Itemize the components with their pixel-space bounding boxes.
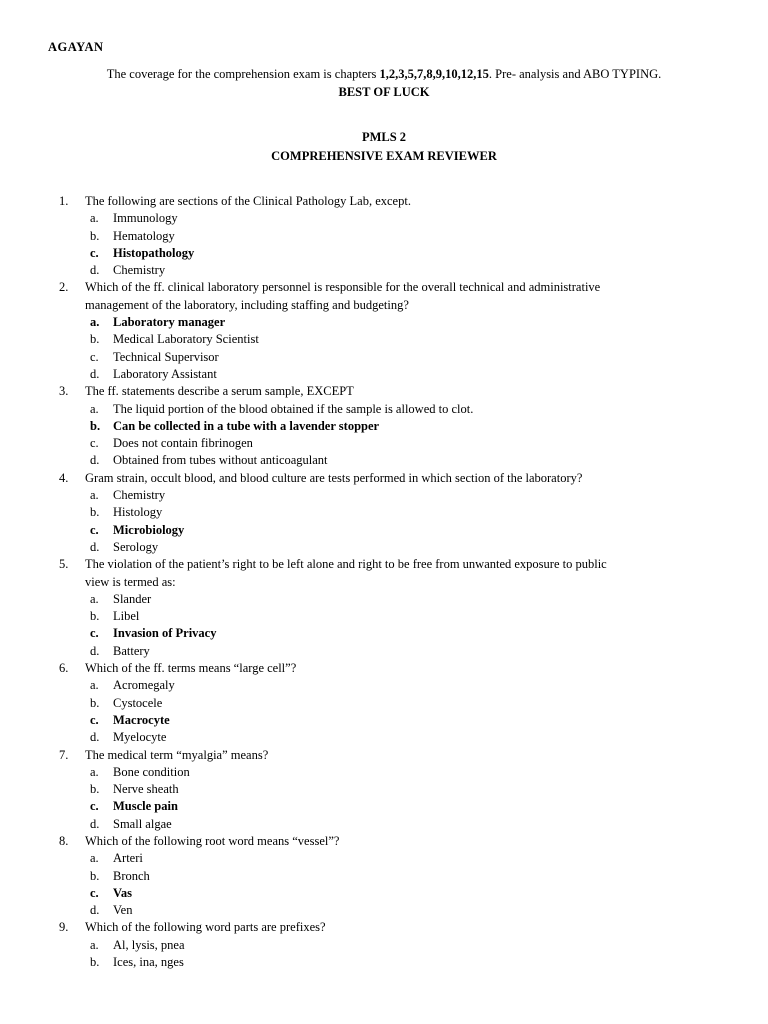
option-text: Macrocyte [113,712,170,727]
question-line [0,279,768,296]
answer-option-correct [0,885,768,902]
answer-option-correct [0,245,768,262]
option-text: Obtained from tubes without anticoagulant [113,453,328,468]
answer-option [0,228,768,245]
option-letter: a. [90,591,99,606]
option-text: Muscle pain [113,799,178,814]
option-letter: b. [90,609,100,624]
answer-option [0,729,768,746]
question-text: Which of the following word parts are prefixes? [85,920,326,935]
question-line [0,747,768,764]
option-text: Bronch [113,868,150,883]
option-text: Histology [113,505,163,520]
option-text: Acromegaly [113,678,175,693]
option-letter: b. [90,868,100,883]
option-text: Chemistry [113,488,166,503]
coverage-suffix: . Pre- analysis and ABO TYPING. [488,67,662,81]
question-item [0,556,768,660]
option-letter: b. [90,332,100,347]
answer-option [0,487,768,504]
option-letter: a. [90,851,99,866]
question-number: 5. [59,557,69,572]
question-number: 4. [59,470,69,485]
reviewer-title: COMPREHENSIVE EXAM REVIEWER [271,149,497,163]
question-item [0,747,768,833]
option-text: Vas [113,885,132,900]
answer-option [0,937,768,954]
answer-option [0,262,768,279]
answer-option [0,764,768,781]
question-number: 9. [59,920,69,935]
option-text: Immunology [113,211,178,226]
answer-option-correct [0,314,768,331]
option-text: The liquid portion of the blood obtained if the sample is allowed to clot. [113,401,474,416]
question-text: Which of the ff. clinical laboratory personnel is responsible for the overall technical and administrative [85,280,601,295]
answer-option [0,954,768,971]
answer-option-correct [0,418,768,435]
question-item [0,383,768,469]
answer-option [0,695,768,712]
answer-option [0,643,768,660]
question-line [0,470,768,487]
option-text: Slander [113,591,152,606]
question-item [0,193,768,279]
question-text: Which of the following root word means “vessel”? [85,833,340,848]
option-letter: c. [90,885,99,900]
option-text: Invasion of Privacy [113,626,217,641]
question-line [0,556,768,573]
option-letter: d. [90,366,100,381]
option-letter: a. [90,315,100,330]
answer-option [0,608,768,625]
option-letter: c. [90,799,99,814]
answer-option [0,401,768,418]
option-text: Ven [113,903,133,918]
option-text: Small algae [113,816,172,831]
option-text: Chemistry [113,263,166,278]
author-name: AGAYAN [48,40,104,54]
question-text: view is termed as: [85,574,176,589]
option-text: Al, lysis, pnea [113,937,185,952]
answer-option [0,435,768,452]
option-letter: d. [90,539,100,554]
option-letter: d. [90,816,100,831]
option-letter: b. [90,228,100,243]
question-number: 6. [59,661,69,676]
option-text: Cystocele [113,695,163,710]
option-letter: d. [90,730,100,745]
option-text: Serology [113,539,159,554]
question-line [0,574,768,591]
question-line [0,833,768,850]
answer-option-correct [0,522,768,539]
option-letter: c. [90,349,99,364]
coverage-chapters: 1,2,3,5,7,8,9,10,12,15 [379,67,489,81]
question-number: 7. [59,747,69,762]
option-letter: c. [90,245,99,260]
question-item [0,833,768,919]
answer-option [0,591,768,608]
option-text: Libel [113,609,140,624]
course-title: PMLS 2 [361,130,407,144]
answer-option [0,850,768,867]
answer-option [0,539,768,556]
question-item [0,660,768,746]
answer-option [0,210,768,227]
question-line [0,193,768,210]
question-item [0,919,768,971]
option-text: Does not contain fibrinogen [113,436,253,451]
option-letter: b. [90,955,100,970]
question-text: Gram strain, occult blood, and blood culture are tests performed in which section of the laboratory? [85,470,583,485]
option-letter: b. [90,418,101,433]
option-letter: d. [90,453,100,468]
option-text: Laboratory Assistant [113,366,217,381]
question-number: 3. [59,384,69,399]
question-line [0,919,768,936]
answer-option [0,781,768,798]
option-letter: a. [90,764,99,779]
question-line [0,383,768,400]
option-text: Laboratory manager [113,315,226,330]
option-text: Nerve sheath [113,782,179,797]
answer-option-correct [0,798,768,815]
answer-option [0,452,768,469]
option-letter: c. [90,626,99,641]
answer-option-correct [0,625,768,642]
option-letter: a. [90,211,99,226]
option-letter: c. [90,522,99,537]
coverage-note [0,67,768,82]
question-text: The medical term “myalgia” means? [85,747,269,762]
question-number: 1. [59,194,69,208]
option-letter: b. [90,782,100,797]
question-text: The following are sections of the Clinical Pathology Lab, except. [85,194,411,208]
answer-option [0,902,768,919]
option-letter: c. [90,712,99,727]
question-list [0,193,768,971]
option-text: Ices, ina, nges [113,955,184,970]
answer-option-correct [0,712,768,729]
option-text: Technical Supervisor [113,349,219,364]
answer-option [0,816,768,833]
option-text: Hematology [113,228,175,243]
question-line [0,297,768,314]
option-text: Bone condition [113,764,190,779]
option-text: Can be collected in a tube with a lavender stopper [113,418,380,433]
question-item [0,279,768,383]
option-text: Arteri [113,851,143,866]
question-text: The ff. statements describe a serum sample, EXCEPT [85,384,354,399]
option-letter: b. [90,695,100,710]
answer-option [0,677,768,694]
answer-option [0,366,768,383]
answer-option [0,504,768,521]
coverage-prefix: The coverage for the comprehension exam is chapters [106,67,380,81]
question-line [0,660,768,677]
question-text: The violation of the patient’s right to be left alone and right to be free from unwanted exposure to public [85,557,607,572]
answer-option [0,868,768,885]
option-text: Myelocyte [113,730,167,745]
option-letter: d. [90,903,100,918]
option-letter: c. [90,436,99,451]
question-number: 8. [59,833,69,848]
option-letter: b. [90,505,100,520]
option-letter: a. [90,678,99,693]
option-letter: a. [90,937,99,952]
option-text: Medical Laboratory Scientist [113,332,259,347]
option-letter: a. [90,488,99,503]
option-letter: a. [90,401,99,416]
option-letter: d. [90,643,100,658]
option-text: Histopathology [113,245,195,260]
question-text: management of the laboratory, including staffing and budgeting? [85,297,409,312]
option-text: Battery [113,643,150,658]
answer-option [0,349,768,366]
question-item [0,470,768,556]
option-text: Microbiology [113,522,185,537]
best-of-luck: BEST OF LUCK [338,85,430,99]
question-text: Which of the ff. terms means “large cell”? [85,661,297,676]
question-number: 2. [59,280,69,295]
answer-option [0,331,768,348]
option-letter: d. [90,263,100,278]
